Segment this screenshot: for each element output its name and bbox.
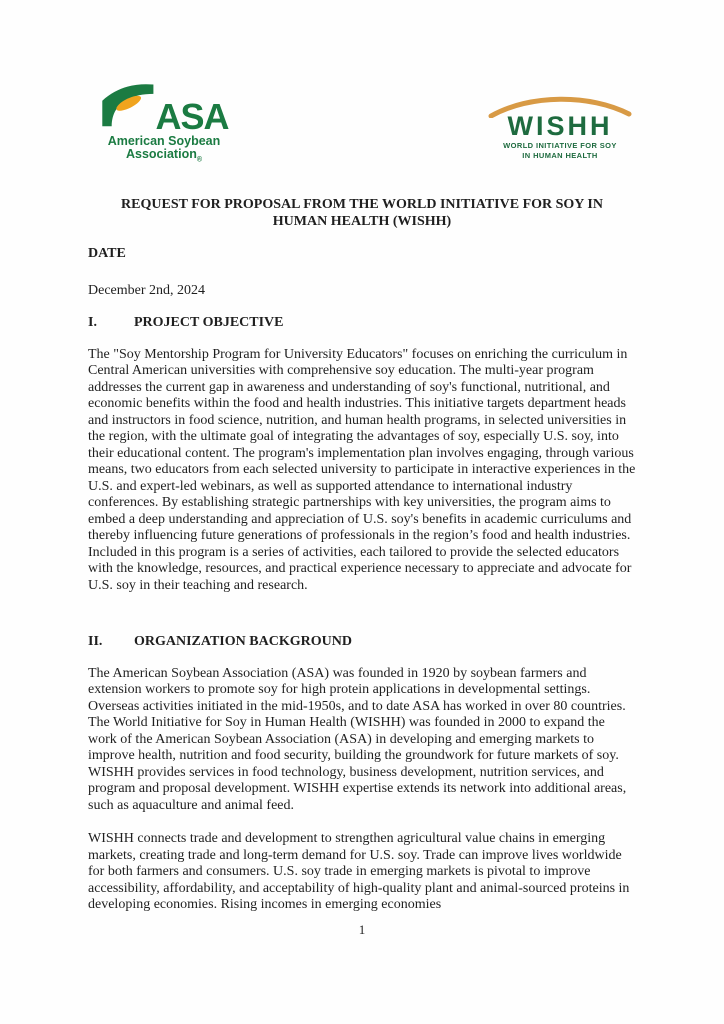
section-heading-organization-background [88,634,636,651]
asa-logo [94,82,234,164]
section-heading-project-objective [88,315,636,332]
organization-background-paragraph-1: The American Soybean Association (ASA) was founded in 1920 by soybean farmers and extension workers to promote soy for high protein applications in developmental settings. Overseas activities initiated in the mid-1950s, and to date ASA has worked in over 80 countries. The World Initiative for Soy in Human Health (WISHH) was founded in 2000 to expand the work of the American Soybean Association (ASA) in developing and emerging markets to improve health, nutrition and food security, building the groundwork for future markets of soy. WISHH provides services in food technology, business development, nutrition services, and program and proposal development. WISHH expertise extends its network into additional areas, such as aquaculture and animal feed. [88,665,627,813]
asa-logo-top [94,82,234,137]
asa-acronym: ASA [155,95,229,137]
asa-name-line1: American Soybean [107,134,221,148]
document-title: REQUEST FOR PROPOSAL FROM THE WORLD INITIATIVE FOR SOY IN HUMAN HEALTH (WISHH) [121,197,603,229]
asa-registered-mark: ® [196,156,203,164]
asa-name [94,135,234,164]
page-number: 1 [358,921,366,937]
section-numeral: I. [88,315,97,330]
page-footer [88,922,636,938]
project-objective-paragraph: The "Soy Mentorship Program for University Educators" focuses on enriching the curriculum in Central American universities with comprehensive soy education. The multi-year program addresses the current gap in awareness and understanding of soy's functional, nutritional, and economic benefits within the food and health industries. This initiative targets department heads and instructors in food science, nutrition, and human health programs, in selected universities in the region, with the ultimate goal of integrating the advantages of soy, especially U.S. soy, into their educational content. The program's implementation plan involves engaging, through various means, two educators from each selected university to participate in interactive experiences in the U.S. and expert-led webinars, as well as supported attendance to international industry conferences. By establishing strategic partnerships with key universities, the program aims to embed a deep understanding and appreciation of U.S. soy's benefits in academic curriculums and thereby influencing future generations of professionals in the region’s food and health industries. Included in this program is a series of activities, each tailored to provide the selected educators with the knowledge, resources, and practical experience necessary to appreciate and advocate for U.S. soy in their teaching and research. [88,346,636,593]
section-heading-text: ORGANIZATION BACKGROUND [134,634,352,649]
section-numeral: II. [88,634,103,649]
wishh-tagline-line1: WORLD INITIATIVE FOR SOY [503,141,617,151]
asa-name-line2: Association [125,147,197,162]
date-label: DATE [88,246,126,261]
section-heading-text: PROJECT OBJECTIVE [134,315,284,330]
date-value: December 2nd, 2024 [88,282,206,298]
wishh-tagline [484,141,636,160]
wishh-logo [484,92,636,160]
wishh-acronym: WISHH [507,111,613,141]
asa-swoosh-icon [99,82,155,133]
wishh-tagline-line2: IN HUMAN HEALTH [522,150,598,160]
logo-header [88,82,636,164]
organization-background-paragraph-2: WISHH connects trade and development to strengthen agricultural value chains in emerging markets, creating trade and long-term demand for U.S. soy. Trade can improve lives worldwide for both farmers and consumers. U.S. soy trade in emerging markets is pivotal to improve accessibility, affordability, and acceptability of high-quality plant and animal-sourced proteins in developing economies. Rising incomes in emerging economies [88,831,630,912]
